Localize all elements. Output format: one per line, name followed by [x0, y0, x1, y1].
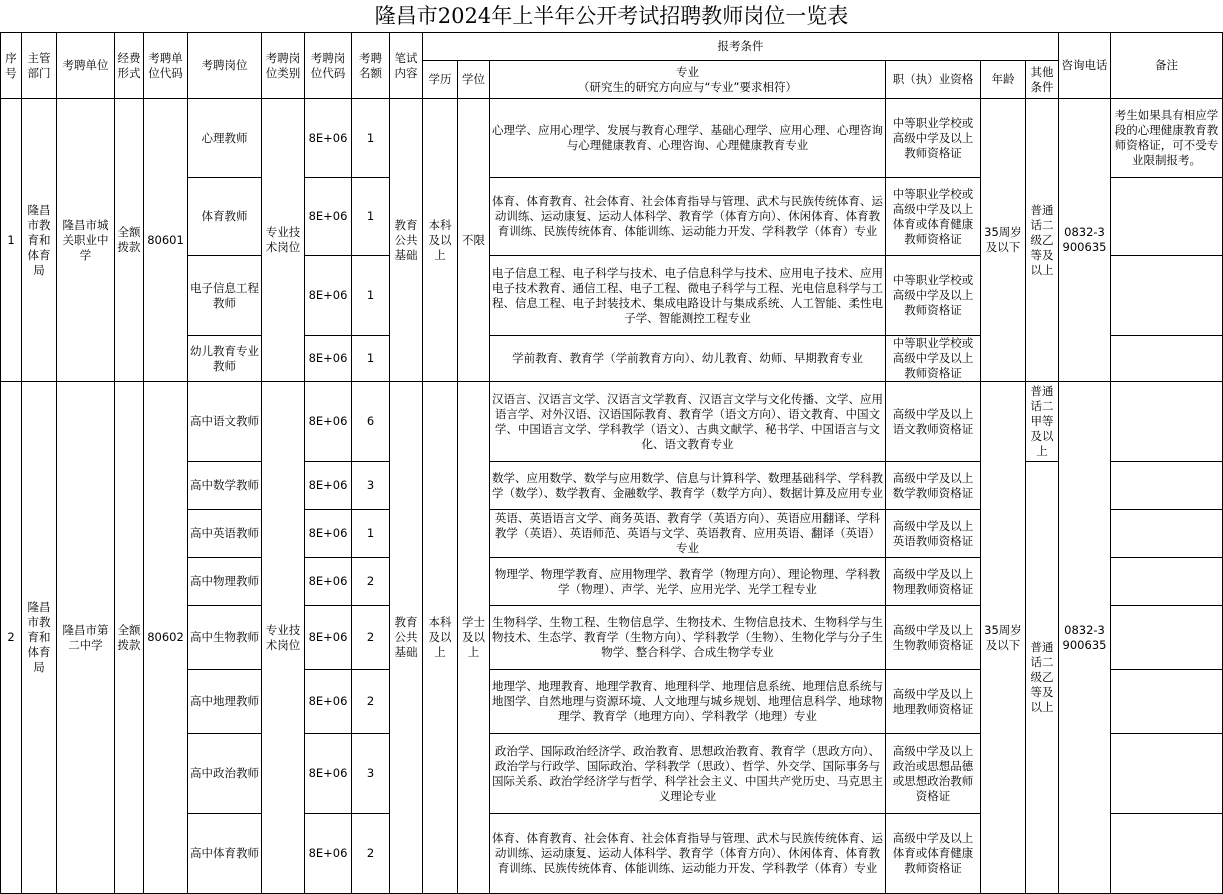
note-cell-empty [1111, 670, 1223, 734]
unit-cell: 隆昌市城关职业中学 [57, 99, 115, 382]
pos-code-cell: 8E+06 [305, 734, 352, 814]
note-cell-empty [1111, 606, 1223, 670]
degree-cell: 学士及以上 [458, 382, 490, 894]
header-dept: 主管部门 [22, 33, 57, 99]
header-seq: 序号 [1, 33, 22, 99]
table-row [1, 99, 1223, 178]
header-unit: 考聘单位 [57, 33, 115, 99]
note-cell-empty [1111, 462, 1223, 510]
pos-category-cell: 专业技术岗位 [262, 99, 305, 382]
header-major-title: 专业 [676, 64, 699, 79]
header-degree: 学位 [458, 61, 490, 99]
seq-cell: 1 [1, 99, 22, 382]
phone-cell: 0832-3900635 [1059, 99, 1111, 382]
note-cell-empty [1111, 336, 1223, 382]
position-cell: 心理教师 [188, 99, 262, 178]
quota-cell: 1 [352, 178, 390, 256]
position-cell: 体育教师 [188, 178, 262, 256]
position-cell: 幼儿教育专业教师 [188, 336, 262, 382]
header-pos-category: 考聘岗位类别 [262, 33, 305, 99]
note-cell-empty [1111, 178, 1223, 256]
quota-cell: 1 [352, 336, 390, 382]
recruitment-table [0, 32, 1223, 894]
qualification-cell: 中等职业学校或高级中学及以上体育或体育健康教师资格证 [886, 178, 981, 256]
quota-cell: 1 [352, 256, 390, 336]
phone-cell: 0832-3900635 [1059, 382, 1111, 894]
position-cell: 高中英语教师 [188, 510, 262, 558]
pos-code-cell: 8E+06 [305, 256, 352, 336]
quota-cell: 2 [352, 670, 390, 734]
header-pos-code: 考聘岗位代码 [305, 33, 352, 99]
table-row [1, 382, 1223, 462]
other-cell: 普通话二级乙等及以上 [1026, 462, 1059, 894]
pos-code-cell: 8E+06 [305, 606, 352, 670]
major-cell: 政治学、国际政治经济学、政治教育、思想政治教育、教育学（思政方向）、政治学与行政学、国际政治、学科教学（思政）、哲学、外交学、国际事务与国际关系、政治学经济学与哲学、科学社会主义、中国共产党历史、马克思主义理论专业 [490, 734, 886, 814]
funding-cell: 全额拨款 [115, 99, 144, 382]
header-conditions: 报考条件 [423, 33, 1059, 61]
position-cell: 高中政治教师 [188, 734, 262, 814]
qualification-cell: 高级中学及以上生物教师资格证 [886, 606, 981, 670]
header-other: 其他条件 [1026, 61, 1059, 99]
seq-cell: 2 [1, 382, 22, 894]
header-position: 考聘岗位 [188, 33, 262, 99]
note-cell-empty [1111, 256, 1223, 336]
dept-cell: 隆昌市教育和体育局 [22, 99, 57, 382]
major-cell: 地理学、地理教育、地理学教育、地理科学、地理信息系统、地理信息系统与地图学、自然地理与资源环境、人文地理与城乡规划、地理信息科学、地球物理学、教育学（地理方向）、学科教学（地理）专业 [490, 670, 886, 734]
qualification-cell: 高级中学及以上数学教师资格证 [886, 462, 981, 510]
major-cell: 电子信息工程、电子科学与技术、电子信息科学与技术、应用电子技术、应用电子技术教育、通信工程、电子工程、微电子科学与工程、光电信息科学与工程、信息工程、电子封装技术、集成电路设计与集成系统、人工智能、柔性电子学、智能测控工程专业 [490, 256, 886, 336]
quota-cell: 2 [352, 814, 390, 894]
unit-code-cell: 80601 [144, 99, 188, 382]
note-cell-empty [1111, 814, 1223, 894]
quota-cell: 2 [352, 606, 390, 670]
qualification-cell: 中等职业学校或高级中学及以上教师资格证 [886, 336, 981, 382]
pos-code-cell: 8E+06 [305, 178, 352, 256]
quota-cell: 3 [352, 462, 390, 510]
education-cell: 本科及以上 [423, 382, 458, 894]
position-cell: 电子信息工程教师 [188, 256, 262, 336]
position-cell: 高中地理教师 [188, 670, 262, 734]
pos-code-cell: 8E+06 [305, 336, 352, 382]
pos-category-cell: 专业技术岗位 [262, 382, 305, 894]
pos-code-cell: 8E+06 [305, 510, 352, 558]
pos-code-cell: 8E+06 [305, 814, 352, 894]
qualification-cell: 中等职业学校或高级中学及以上教师资格证 [886, 99, 981, 178]
pos-code-cell: 8E+06 [305, 558, 352, 606]
quota-cell: 2 [352, 558, 390, 606]
header-age: 年龄 [981, 61, 1026, 99]
education-cell: 本科及以上 [423, 99, 458, 382]
quota-cell: 1 [352, 510, 390, 558]
note-cell-empty [1111, 510, 1223, 558]
qualification-cell: 高级中学及以上政治或思想品德或思想政治教师资格证 [886, 734, 981, 814]
degree-cell: 不限 [458, 99, 490, 382]
note-cell-empty [1111, 382, 1223, 462]
header-qualification: 职（执）业资格 [886, 61, 981, 99]
header-major [490, 61, 886, 99]
quota-cell: 1 [352, 99, 390, 178]
qualification-cell: 高级中学及以上物理教师资格证 [886, 558, 981, 606]
header-major-sub: （研究生的研究方向应与“专业”要求相符） [578, 79, 797, 94]
major-cell: 生物科学、生物工程、生物信息学、生物技术、生物信息技术、生物科学与生物技术、生态学、教育学（生物方向）、学科教学（生物）、生物化学与分子生物学、整合科学、合成生物学专业 [490, 606, 886, 670]
quota-cell: 3 [352, 734, 390, 814]
header-education: 学历 [423, 61, 458, 99]
exam-cell: 教育公共基础 [390, 99, 423, 382]
major-cell: 体育、体育教育、社会体育、社会体育指导与管理、武术与民族传统体育、运动训练、运动康复、运动人体科学、教育学（体育方向）、休闲体育、体育教育训练、民族传统体育、体能训练、运动能力开发、学科教学（体育）专业 [490, 814, 886, 894]
major-cell: 英语、英语语言文学、商务英语、教育学（英语方向）、英语应用翻译、学科教学（英语）、英语师范、英语与文学、英语教育、应用英语、翻译（英语）专业 [490, 510, 886, 558]
position-cell: 高中物理教师 [188, 558, 262, 606]
position-cell: 高中数学教师 [188, 462, 262, 510]
major-cell: 心理学、应用心理学、发展与教育心理学、基础心理学、应用心理、心理咨询与心理健康教育、心理咨询、心理健康教育专业 [490, 99, 886, 178]
exam-cell: 教育公共基础 [390, 382, 423, 894]
position-cell: 高中语文教师 [188, 382, 262, 462]
funding-cell: 全额拨款 [115, 382, 144, 894]
position-cell: 高中体育教师 [188, 814, 262, 894]
position-cell: 高中生物教师 [188, 606, 262, 670]
pos-code-cell: 8E+06 [305, 670, 352, 734]
major-cell: 汉语言、汉语言文学、汉语言文学教育、汉语言文学与文化传播、文学、应用语言学、对外汉语、汉语国际教育、教育学（语文方向）、语文教育、中国文学、中国语言文学、学科教学（语文）、古典文献学、秘书学、中国语言与文化、语文教育专业 [490, 382, 886, 462]
qualification-cell: 中等职业学校或高级中学及以上教师资格证 [886, 256, 981, 336]
unit-code-cell: 80602 [144, 382, 188, 894]
note-cell-empty [1111, 734, 1223, 814]
major-cell: 物理学、物理学教育、应用物理学、教育学（物理方向）、理论物理、学科教学（物理）、声学、光学、应用光学、光学工程专业 [490, 558, 886, 606]
major-cell: 数学、应用数学、数学与应用数学、信息与计算科学、数理基础科学、学科教学（数学）、数学教育、金融数学、教育学（数学方向）、数据计算及应用专业 [490, 462, 886, 510]
qualification-cell: 高级中学及以上地理教师资格证 [886, 670, 981, 734]
note-cell-empty [1111, 558, 1223, 606]
header-quota: 考聘名额 [352, 33, 390, 99]
pos-code-cell: 8E+06 [305, 99, 352, 178]
age-cell: 35周岁及以下 [981, 99, 1026, 382]
major-cell: 体育、体育教育、社会体育、社会体育指导与管理、武术与民族传统体育、运动训练、运动康复、运动人体科学、教育学（体育方向）、休闲体育、体育教育训练、民族传统体育、体能训练、运动能力开发、学科教学（体育）专业 [490, 178, 886, 256]
header-note: 备注 [1111, 33, 1223, 99]
unit-cell: 隆昌市第二中学 [57, 382, 115, 894]
header-funding: 经费形式 [115, 33, 144, 99]
age-cell: 35周岁及以下 [981, 382, 1026, 894]
other-cell: 普通话二级乙等及以上 [1026, 99, 1059, 382]
note-cell: 考生如果具有相应学段的心理健康教育教师资格证，可不受专业限制报考。 [1111, 99, 1223, 178]
quota-cell: 6 [352, 382, 390, 462]
pos-code-cell: 8E+06 [305, 462, 352, 510]
header-exam: 笔试内容 [390, 33, 423, 99]
qualification-cell: 高级中学及以上英语教师资格证 [886, 510, 981, 558]
major-cell: 学前教育、教育学（学前教育方向）、幼儿教育、幼师、早期教育专业 [490, 336, 886, 382]
qualification-cell: 高级中学及以上体育或体育健康教师资格证 [886, 814, 981, 894]
qualification-cell: 高级中学及以上语文教师资格证 [886, 382, 981, 462]
dept-cell: 隆昌市教育和体育局 [22, 382, 57, 894]
page-title: 隆昌市2024年上半年公开考试招聘教师岗位一览表 [374, 4, 849, 28]
other-cell: 普通话二甲等及以上 [1026, 382, 1059, 462]
header-phone: 咨询电话 [1059, 33, 1111, 99]
pos-code-cell: 8E+06 [305, 382, 352, 462]
header-unit-code: 考聘单位代码 [144, 33, 188, 99]
